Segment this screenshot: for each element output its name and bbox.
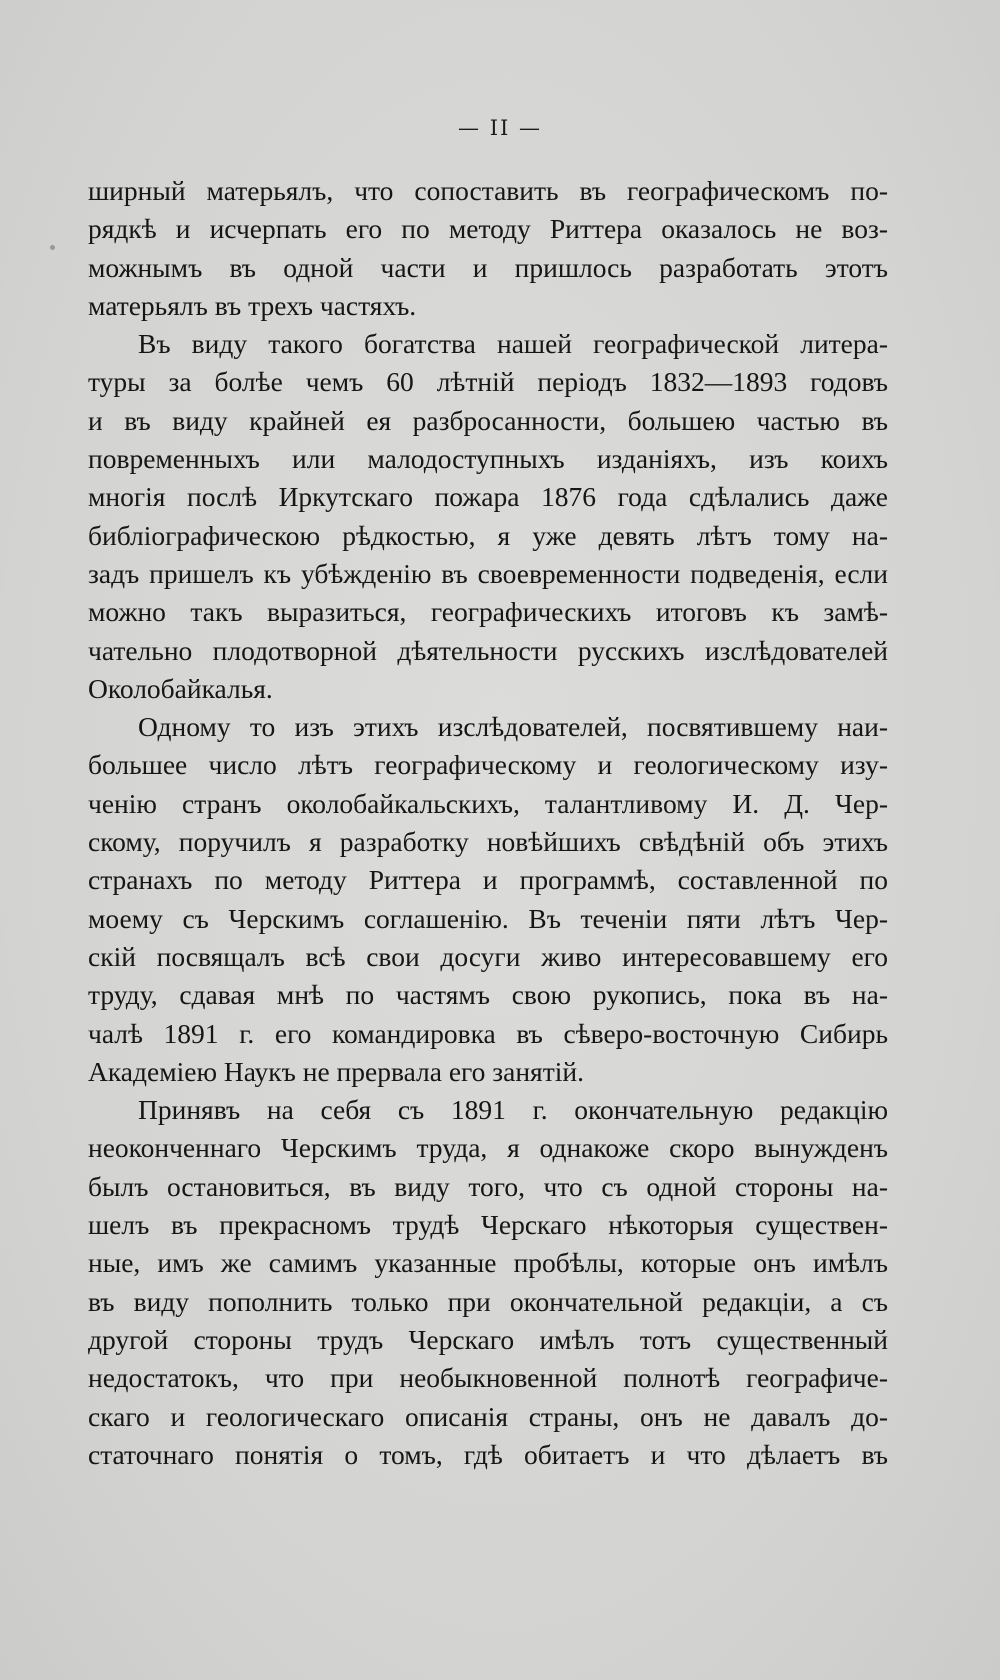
text-line: и въ виду крайней ея разбросанности, большею частью въ <box>88 404 888 436</box>
paragraph-2 <box>88 325 888 708</box>
text-line: туры за болѣе чемъ 60 лѣтнiй перiодъ 1832—1893 годовъ <box>88 366 888 398</box>
text-line: Въ виду такого богатства нашей географической литера- <box>138 328 888 360</box>
text-line: Одному то изъ этихъ изслѣдователей, посвятившему наи- <box>138 711 888 743</box>
text-line: Околобайкалья. <box>88 672 273 704</box>
text-line: библiографическою рѣдкостью, я уже девять лѣтъ тому на- <box>88 519 888 551</box>
body-text <box>88 172 888 1474</box>
text-line: скому, поручилъ я разработку новѣйшихъ свѣдѣнiй объ этихъ <box>88 826 888 858</box>
text-line: труду, сдавая мнѣ по частямъ свою рукопись, пока въ на- <box>88 979 888 1011</box>
text-line: можно такъ выразиться, географическихъ итоговъ къ замѣ- <box>88 596 888 628</box>
text-line: Принявъ на себя съ 1891 г. окончательную редакцiю <box>138 1094 888 1126</box>
text-line: можнымъ въ одной части и пришлось разработать этотъ <box>88 251 888 283</box>
text-line: многiя послѣ Иркутскаго пожара 1876 года сдѣлались даже <box>88 481 888 513</box>
paragraph-3 <box>88 708 888 1091</box>
text-line: повременныхъ или малодоступныхъ изданiяхъ, изъ коихъ <box>88 443 888 475</box>
text-line: въ виду пополнить только при окончательной редакцiи, а съ <box>88 1285 888 1317</box>
text-line: скаго и геологическаго описанiя страны, онъ не давалъ до- <box>88 1400 888 1432</box>
text-line: чательно плодотворной дѣятельности русскихъ изслѣдователей <box>88 634 888 666</box>
text-line: Академiею Наукъ не прервала его занятiй. <box>88 1055 584 1087</box>
text-line: моему съ Черскимъ соглашенiю. Въ теченiи пяти лѣтъ Чер- <box>88 902 888 934</box>
text-line: шелъ въ прекрасномъ трудѣ Черскаго нѣкоторыя существен- <box>88 1209 888 1241</box>
paragraph-4 <box>88 1091 888 1474</box>
text-line: чалѣ 1891 г. его командировка въ сѣверо-восточную Сибирь <box>88 1017 888 1049</box>
text-line: матерьялъ въ трехъ частяхъ. <box>88 289 417 321</box>
text-line: скiй посвящалъ всѣ свои досуги живо интересовавшему его <box>88 940 888 972</box>
paragraph-1 <box>88 172 888 325</box>
text-line: былъ остановиться, въ виду того, что съ одной стороны на- <box>88 1170 888 1202</box>
text-line: ширный матерьялъ, что сопоставить въ географическомъ по- <box>88 175 888 206</box>
text-line: большее число лѣтъ географическому и геологическому изу- <box>88 749 888 781</box>
text-line: недостатокъ, что при необыкновенной полнотѣ географиче- <box>88 1362 888 1394</box>
text-line: рядкѣ и исчерпать его по методу Риттера оказалось не воз- <box>88 213 888 245</box>
paper-speck <box>50 245 55 250</box>
text-line: ченiю странъ околобайкальскихъ, талантливому И. Д. Чер- <box>88 787 888 819</box>
text-line: задъ пришелъ къ убѣжденiю въ своевременности подведенiя, если <box>88 557 888 589</box>
text-line: странахъ по методу Риттера и программѣ, составленной по <box>88 864 888 896</box>
page-number: — II — <box>458 116 542 140</box>
text-line: ные, имъ же самимъ указанные пробѣлы, которые онъ имѣлъ <box>88 1247 888 1279</box>
text-line: неоконченнаго Черскимъ труда, я однакоже скоро вынужденъ <box>88 1132 888 1164</box>
text-line: статочнаго понятiя о томъ, гдѣ обитаетъ и что дѣлаетъ въ <box>88 1438 888 1470</box>
text-line: другой стороны трудъ Черскаго имѣлъ тотъ существенный <box>88 1323 888 1355</box>
